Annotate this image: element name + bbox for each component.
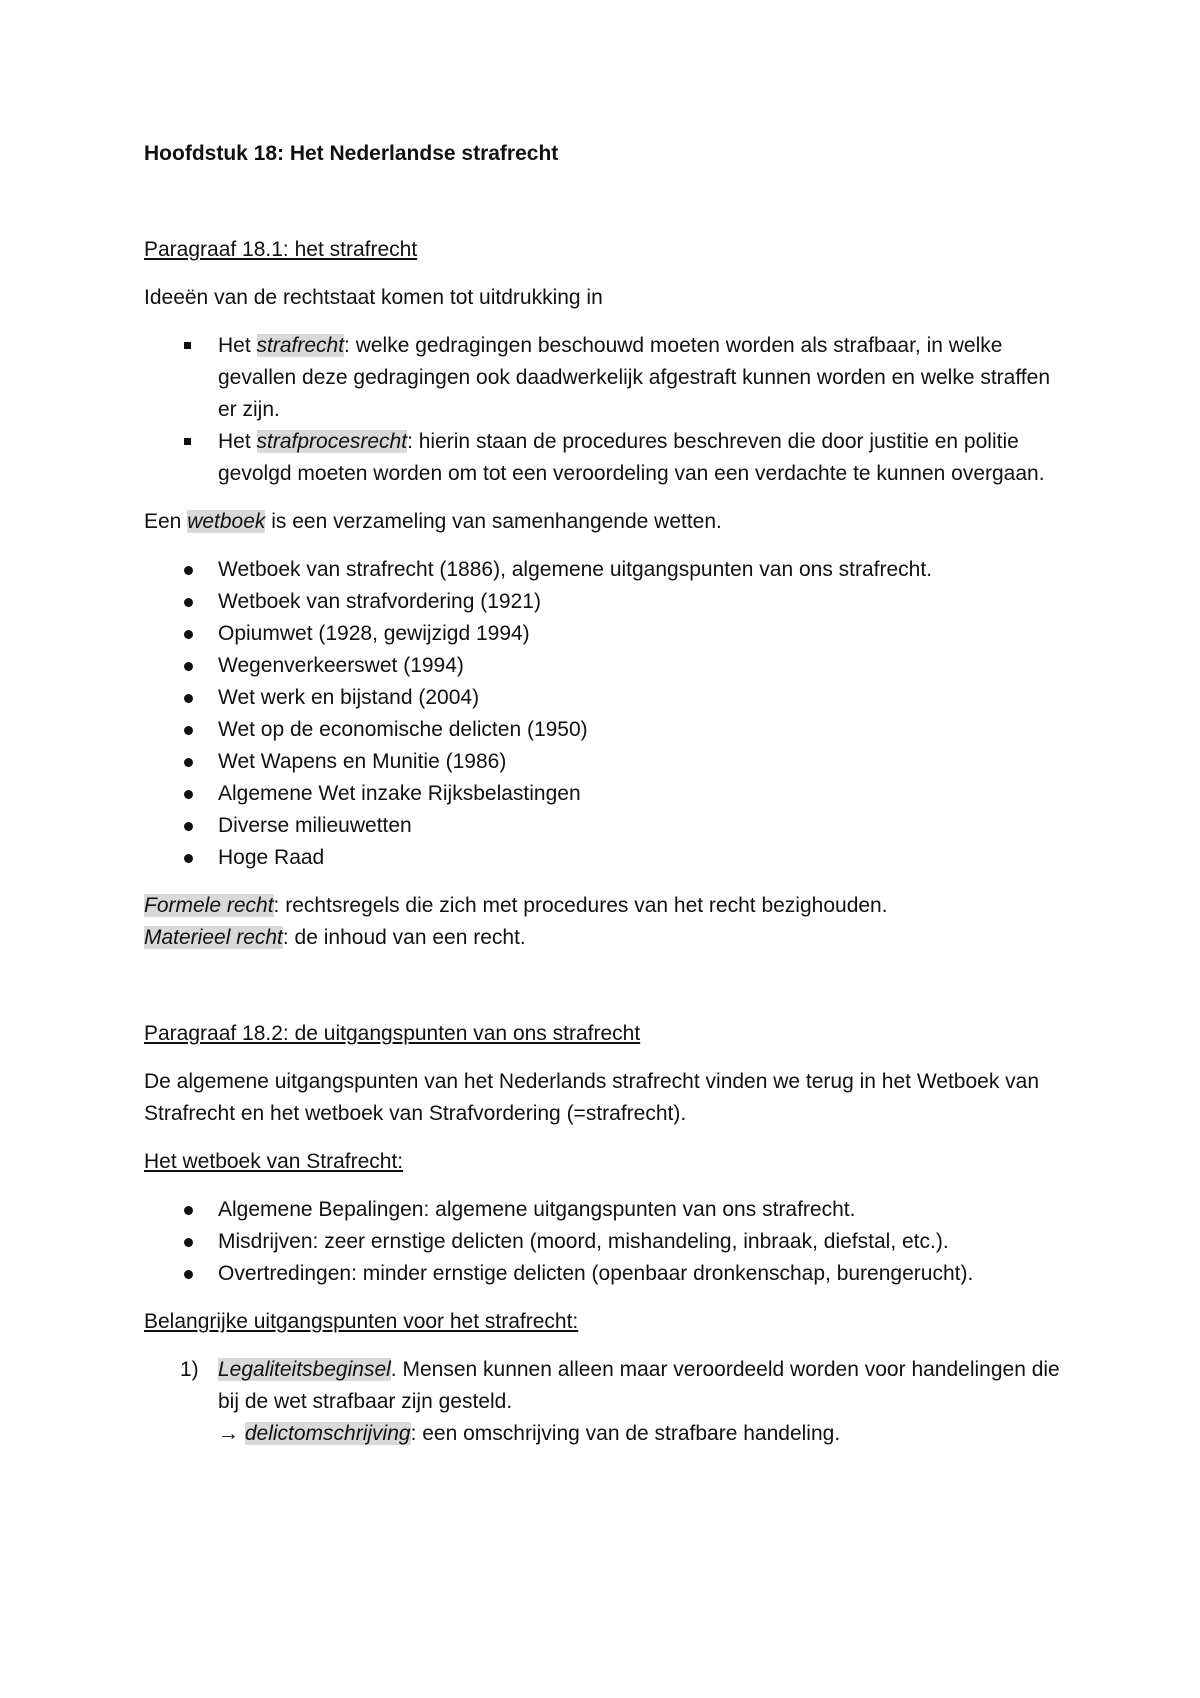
list-item: Hoge Raad <box>144 842 1074 874</box>
list-item: Algemene Bepalingen: algemene uitgangspunten van ons strafrecht. <box>144 1194 1074 1226</box>
bullet-icon <box>184 758 193 767</box>
definition-formeel: Formele recht: rechtsregels die zich met procedures van het recht bezighouden. <box>144 894 888 917</box>
bullet-icon <box>184 630 193 639</box>
highlighted-term: Formele recht <box>144 894 274 917</box>
list-item: Algemene Wet inzake Rijksbelastingen <box>144 778 1074 810</box>
section-intro: Ideeën van de rechtstaat komen tot uitdrukking in <box>144 286 603 309</box>
definition-materieel: Materieel recht: de inhoud van een recht. <box>144 926 526 949</box>
chapter-title: Hoofdstuk 18: Het Nederlandse strafrecht <box>144 142 559 165</box>
list-item: Wetboek van strafvordering (1921) <box>144 586 1074 618</box>
bullet-icon <box>184 1206 193 1215</box>
arrow-right-icon: → <box>218 1422 245 1445</box>
section-heading-18-1: Paragraaf 18.1: het strafrecht <box>144 238 418 261</box>
square-bullet-icon <box>184 342 191 349</box>
sub-definition: → delictomschrijving: een omschrijving van de strafbare handeling. <box>218 1422 841 1445</box>
list-item: Overtredingen: minder ernstige delicten (openbaar dronkenschap, burengerucht). <box>144 1258 1074 1290</box>
list-item: Wegenverkeerswet (1994) <box>144 650 1074 682</box>
list-item: Het strafrecht: welke gedragingen beschouwd moeten worden als strafbaar, in welke gevallen deze gedragingen ook daadwerkelijk afgestraft kunnen worden en welke straffen er zijn. <box>144 330 1074 426</box>
bullet-icon <box>184 1238 193 1247</box>
document-body <box>144 138 1074 1466</box>
list-item: Wet werk en bijstand (2004) <box>144 682 1074 714</box>
wetboek-parts-list <box>144 1194 1074 1290</box>
highlighted-term: strafrecht <box>256 334 345 357</box>
list-number: 1) <box>180 1358 199 1381</box>
bullet-icon <box>184 566 193 575</box>
principles-list <box>144 1354 1074 1450</box>
list-item: Wet Wapens en Munitie (1986) <box>144 746 1074 778</box>
bullet-icon <box>184 598 193 607</box>
highlighted-term: delictomschrijving <box>244 1422 411 1445</box>
bullet-icon <box>184 1270 193 1279</box>
section-intro: De algemene uitgangspunten van het Nederlands strafrecht vinden we terug in het Wetboek van Strafrecht en het wetboek van Strafvordering (=strafrecht). <box>144 1070 1040 1125</box>
wetboek-definition: Een wetboek is een verzameling van samenhangende wetten. <box>144 510 722 533</box>
list-item: Wet op de economische delicten (1950) <box>144 714 1074 746</box>
bullet-icon <box>184 822 193 831</box>
bullet-icon <box>184 662 193 671</box>
laws-list <box>144 554 1074 874</box>
list-item: Opiumwet (1928, gewijzigd 1994) <box>144 618 1074 650</box>
highlighted-term: wetboek <box>187 510 266 533</box>
bullet-icon <box>184 790 193 799</box>
bullet-icon <box>184 726 193 735</box>
list-item: Het strafprocesrecht: hierin staan de procedures beschreven die door justitie en politie gevolgd moeten worden om tot een veroordeling van een verdachte te kunnen overgaan. <box>144 426 1074 490</box>
bullet-icon <box>184 694 193 703</box>
list-item: Misdrijven: zeer ernstige delicten (moord, mishandeling, inbraak, diefstal, etc.). <box>144 1226 1074 1258</box>
square-bullet-icon <box>184 438 191 445</box>
bullet-icon <box>184 854 193 863</box>
subheading-principles: Belangrijke uitgangspunten voor het strafrecht: <box>144 1310 579 1333</box>
highlighted-term: Materieel recht <box>144 926 283 949</box>
section-heading-18-2: Paragraaf 18.2: de uitgangspunten van ons strafrecht <box>144 1022 641 1045</box>
list-item: Diverse milieuwetten <box>144 810 1074 842</box>
section-spacer <box>144 954 1074 1018</box>
highlighted-term: Legaliteitsbeginsel <box>218 1358 391 1381</box>
highlighted-term: strafprocesrecht <box>256 430 408 453</box>
subheading-wetboek: Het wetboek van Strafrecht: <box>144 1150 404 1173</box>
law-types-list <box>144 330 1074 490</box>
list-item: 1) Legaliteitsbeginsel. Mensen kunnen alleen maar veroordeeld worden voor handelingen die bij de wet strafbaar zijn gesteld. → delictomschrijving: een omschrijving van de strafbare handeling. <box>144 1354 1074 1450</box>
list-item: Wetboek van strafrecht (1886), algemene uitgangspunten van ons strafrecht. <box>144 554 1074 586</box>
